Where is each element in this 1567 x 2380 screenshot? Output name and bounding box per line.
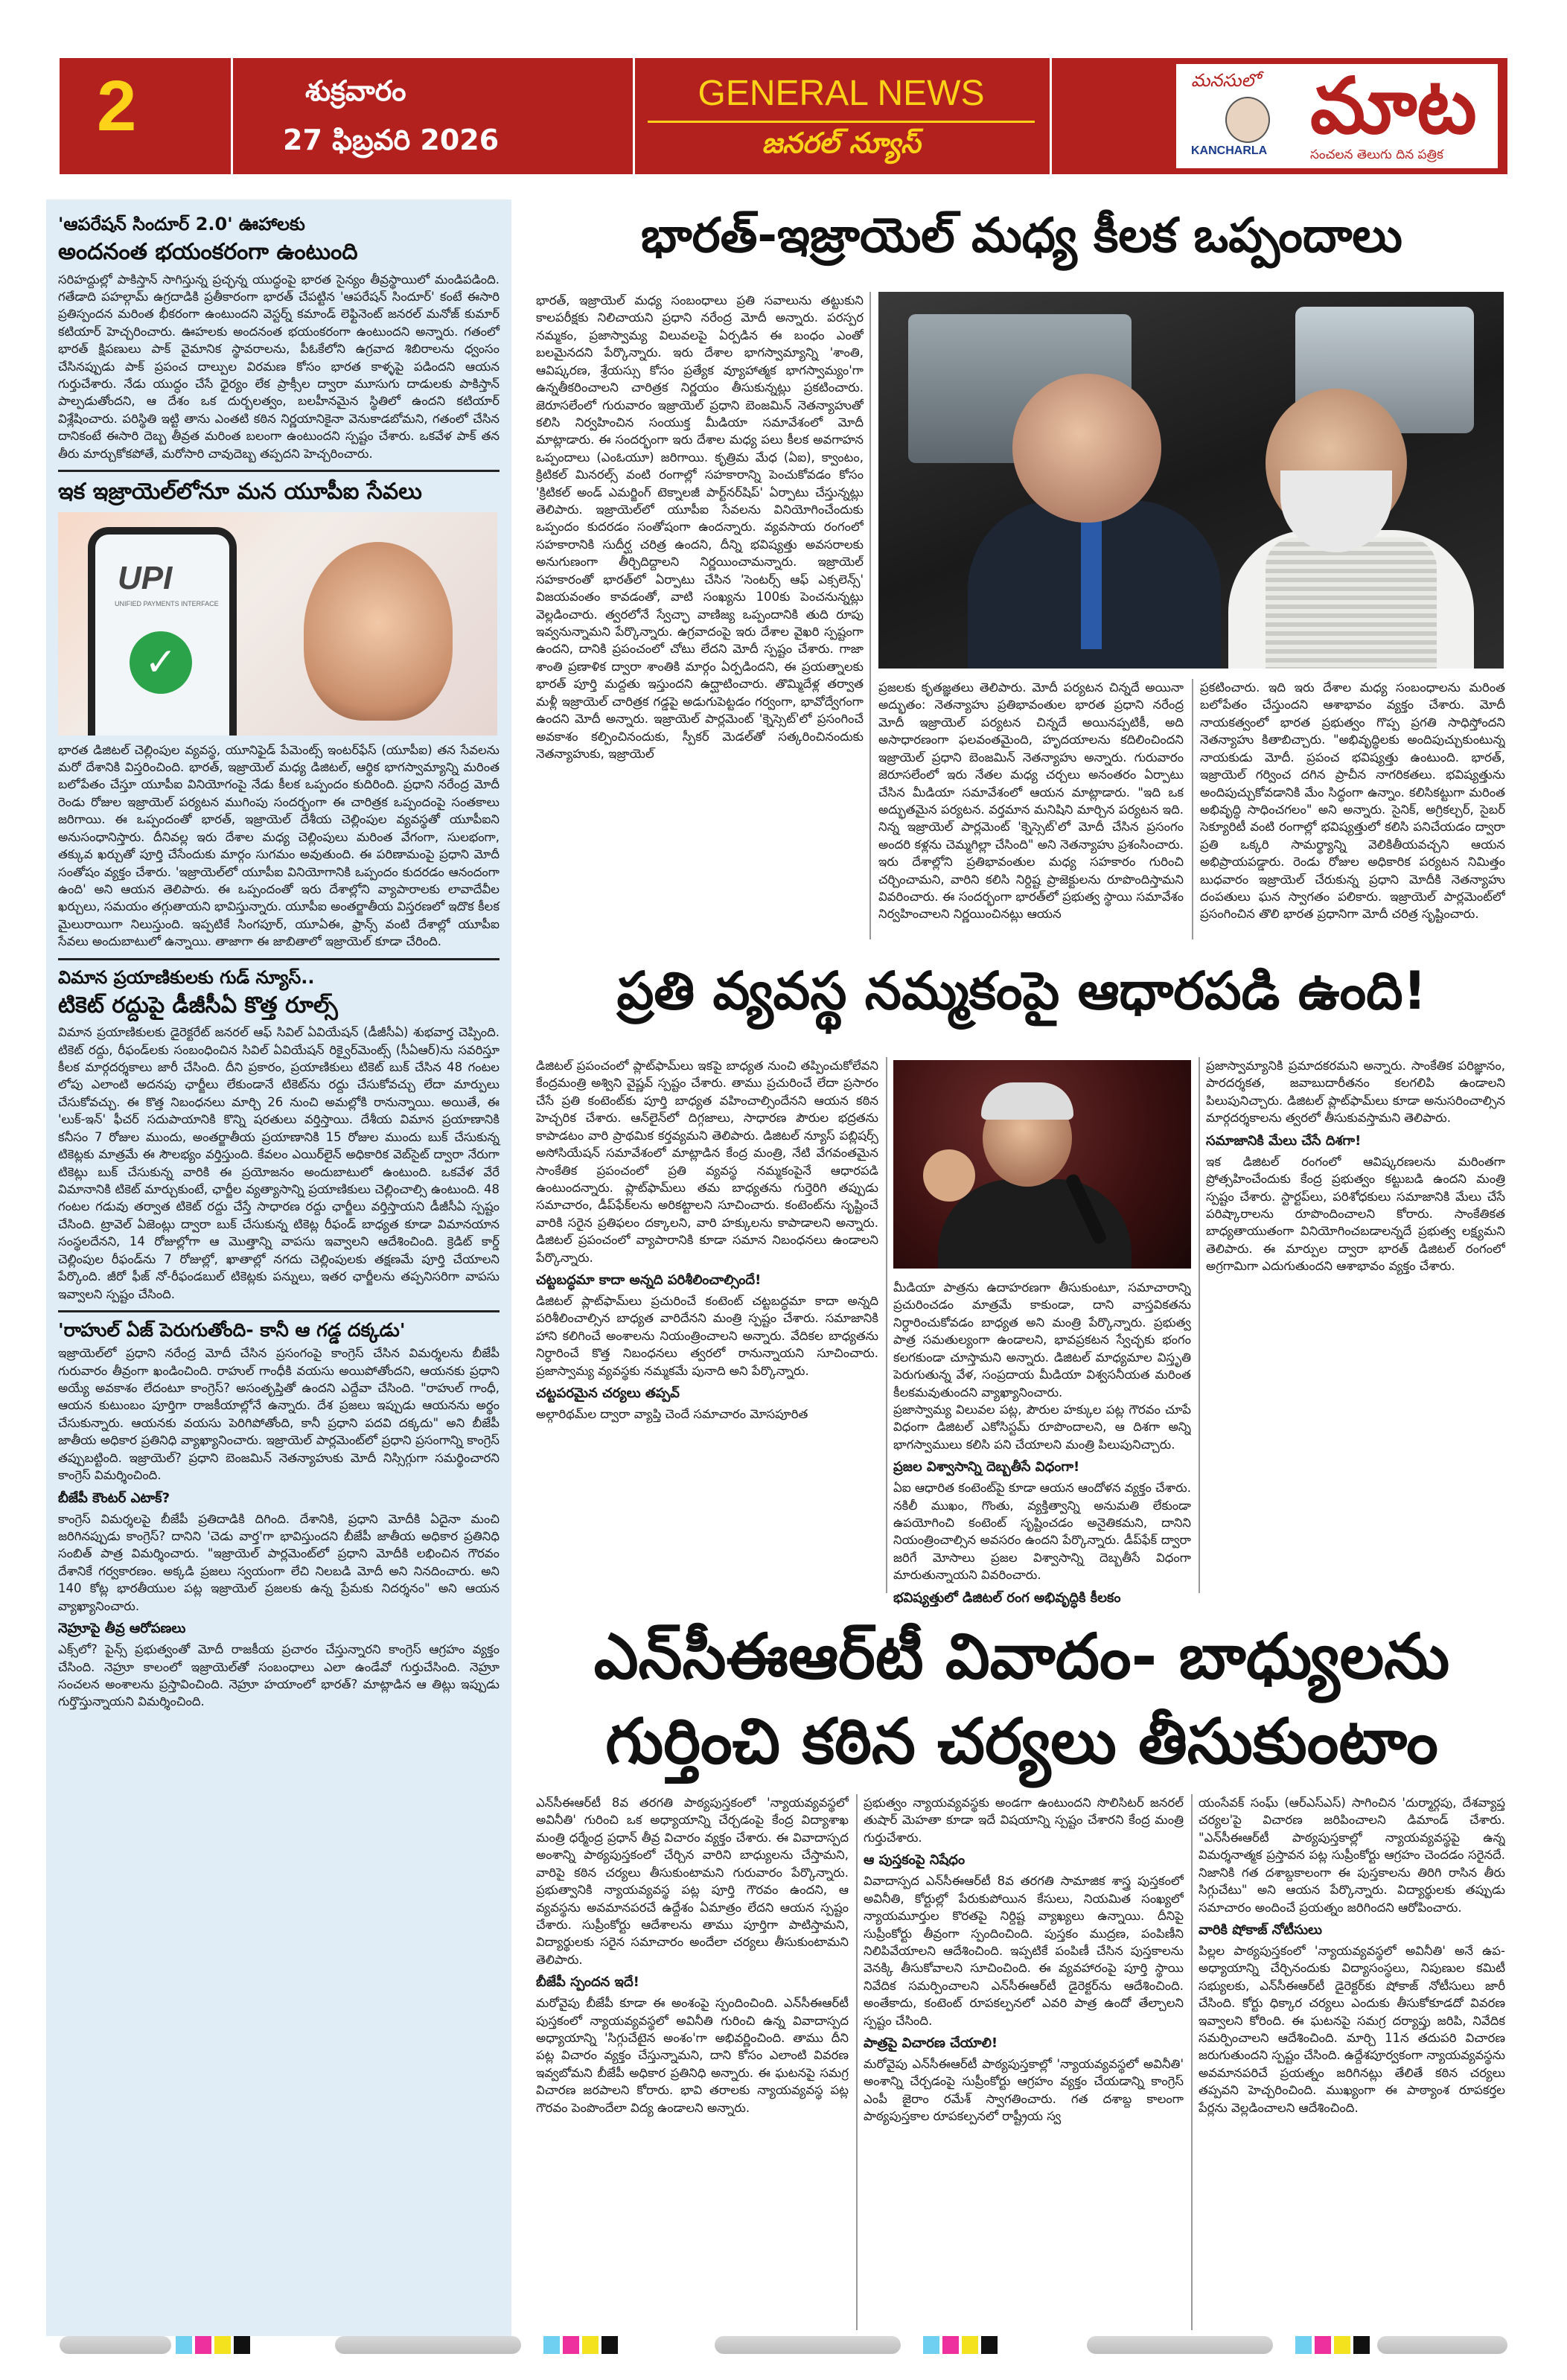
speaker-hand: [923, 1149, 975, 1202]
upi-photo: [58, 512, 497, 736]
article-subheading: పాత్రపై విచారణ చేయాలి!: [864, 2035, 998, 2052]
article-subheading: వారికి షోకాజ్ నోటీసులు: [1199, 1921, 1323, 1938]
column-rule: [1192, 679, 1193, 939]
story1-headline[interactable]: భారత్-ఇజ్రాయెల్ మధ్య కీలక ఒప్పందాలు: [641, 208, 1402, 264]
magenta-swatch: [563, 2336, 579, 2354]
article-body: డిజిటల్ ప్రపంచంలో ప్లాట్‌ఫామ్‌లు ఇకపై బాధ్యత నుంచి తప్పించుకోలేవని కేంద్రమంత్రి అశ్విని వైష్ణవ్ స్పష్టం చేశారు. తాము ప్రచురించే లేదా ప్రసారం చేసే ప్రతి కంటెంట్‌కు పూర్తి బాధ్యత వహించాల్సిందేనని ఆయన కఠిన హెచ్చరిక చేశారు. ఆన్‌లైన్‌లో దిగ్గజాలు, సాధారణ పౌరుల భద్రతను కాపాడటం వారి ప్రాథమిక కర్తవ్యమని తెలిపారు. డిజిటల్ న్యూస్ పబ్లిషర్స్ అసోసియేషన్ సమావేశంలో మాట్లాడిన కేంద్ర మంత్రి, నేటి వేగవంతమైన సాంకేతిక ప్రపంచంలో ప్రతి వ్యవస్థ నమ్మకంపైనే ఆధారపడి ఉంటుందన్నారు. ప్లాట్‌ఫామ్‌లు తమ బాధ్యతను గుర్తెరిగి తప్పుడు సమాచారం, డీప్‌ఫేక్‌లను అరికట్టాలని సూచించారు. కంటెంట్‌ను సృష్టించే వారికి సరైన ప్రతిఫలం దక్కాలని, వారి హక్కులను కాపాడాలని అన్నారు. డిజిటల్ ప్రపంచంలో వ్యాపారానికి కూడా సమాన నిబంధనలు ఉండాలని పేర్కొన్నారు.: [536, 1059, 878, 1265]
netanyahu-face: [1012, 374, 1161, 523]
article-subheading: చట్టబద్ధమా కాదా అన్నది పరిశీలించాల్సిందే!: [536, 1272, 762, 1289]
article-subheading: బీజేపీ కౌంటర్ ఎటాక్?: [58, 1490, 170, 1506]
section-title-telugu: జనరల్ న్యూస్: [762, 127, 921, 159]
page-number: 2: [97, 66, 137, 146]
founder-portrait-icon: [1225, 97, 1270, 143]
masthead-divider: [633, 58, 635, 174]
article-body: మీడియా పాత్రను ఉదాహరణగా తీసుకుంటూ, సమాచారాన్ని ప్రచురించడం మాత్రమే కాకుండా, దాని వాస్తవికతను నిర్ధారించుకోవడం బాధ్యత అని మంత్రి పేర్కొన్నారు. ప్రభుత్వ పాత్ర సమతుల్యంగా ఉండాలని, భావప్రకటన స్వేచ్ఛకు భంగం కలగకుండా చూస్తామని అన్నారు. డిజిటల్ మాధ్యమాల విస్తృతి పెరుగుతున్న వేళ, సంప్రదాయ మీడియా విశ్వసనీయత మరింత కీలకమవుతుందని వ్యాఖ్యానించారు.: [893, 1280, 1191, 1400]
logo-tagline: సంచలన తెలుగు దిన పత్రిక: [1310, 147, 1443, 162]
article-body: సరిహద్దుల్లో పాకిస్తాన్ సాగిస్తున్న ప్రచ్ఛన్న యుద్ధంపై భారత సైన్యం తీవ్రస్థాయిలో మండిపడింది. గతేడాది పహల్గామ్ ఉగ్రదాడికి ప్రతీకారంగా భారత్ చేపట్టిన 'ఆపరేషన్ సిందూర్' కంటే ఈసారి ప్రతిస్పందన మరింత భీకరంగా ఉంటుందని వెస్టర్న్ కమాండ్ లెఫ్టినెంట్ జనరల్ మనోజ్ కుమార్ కటియార్ హెచ్చరించారు. ఊహలకు అందనంత భయంకరంగా ఉంటుందని అన్నారు. గతంలో భారత్ క్షిపణులు పాక్ వైమానిక స్థావరాలను, పీఓకేలోని ఉగ్రవాద శిబిరాలను ధ్వంసం చేసినప్పుడు పాక్ ప్రపంచ దాల్పుల విరమణ కోసం భారత కాళ్ళపై పడిందని ఆయన గుర్తుచేశారు. నేడు యుద్ధం చేసే ధైర్యం లేక ప్రాక్సీల ద్వారా మూసుగు దాడులకు పాకిస్తాన్ పాల్పడుతోందని, ఆ దేశం ఒక దుర్బలత్వం, బలహీనమైన స్థితిలో ఉందని కటియార్ విశ్లేషించారు. పరిస్థితి ఇట్టి తాను ఎంతటి కఠిన నిర్ణయానికైనా వెనుకాడబోమని, గతంలో చేసిన దానికంటే ఈసారి దెబ్బ తీవ్రత మరింత బలంగా ఉంటుందని స్పష్టం చేశారు. ఒకవేళ పాక్ తన తీరు మార్చుకోకపోతే, మరోసారి చావుదెబ్బ తప్పదని హెచ్చరించారు.: [58, 272, 500, 461]
section-title-rule: [648, 121, 1035, 123]
story1-column: భారత్, ఇజ్రాయెల్ మధ్య సంబంధాలు ప్రతి సవాలును తట్టుకుని కాలపరీక్షకు నిలిచాయని ప్రధాని నరేంద్ర మోదీ అన్నారు. పరస్పర నమ్మకం, ప్రజాస్వామ్య విలువలపై ఏర్పడిన ఈ బంధం ఎంతో బలమైనదని పేర్కొన్నారు. ఇరు దేశాల భాగస్వామ్యాన్ని 'శాంతి, ఆవిష్కరణ, శ్రేయస్సు కోసం ప్రత్యేక వ్యూహాత్మక భాగస్వామ్యం'గా ఉన్నతీకరించాలని చారిత్రక నిర్ణయం తీసుకున్నట్లు ప్రకటించారు. జెరూసలేంలో గురువారం ఇజ్రాయెల్ ప్రధాని బెంజమిన్ నెతన్యాహుతో కలిసి నిర్వహించిన సంయుక్త మీడియా సమావేశంలో మోదీ మాట్లాడారు. ఈ సందర్భంగా ఇరు దేశాల మధ్య పలు కీలక అవగాహన ఒప్పందాలు (ఎంఓయూ) జరిగాయి. కృత్రిమ మేధ (ఏఐ), క్వాంటం, క్రిటికల్ మినరల్స్ వంటి రంగాల్లో సహకారాన్ని పెంచుకోవడం కోసం 'క్రిటికల్ అండ్ ఎమర్జింగ్ టెక్నాలజీ పార్ట్‌నర్‌షిప్' ఏర్పాటు చేస్తున్నట్లు తెలిపారు. ఇజ్రాయెల్‌లో యూపీఐ సేవలను వినియోగించేందుకు ఒప్పందం కుదరడం సంతోషంగా ఉందన్నారు. వ్యవసాయ రంగంలో సహకారానికి సుదీర్ఘ చరిత్ర ఉందని, దీన్ని భవిష్యత్తు అవసరాలకు అనుగుణంగా తీర్చిదిద్దాలని నిర్ణయించామన్నారు. ఇజ్రాయెల్ సహకారంతో భారత్‌లో ఏర్పాటు చేసిన 'సెంటర్స్ ఆఫ్ ఎక్సలెన్స్' విజయవంతం కావడంతో, వాటి సంఖ్యను 100కు పెంచనున్నట్లు వెల్లడించారు. త్వరలోనే స్వేచ్ఛా వాణిజ్య ఒప్పందానికి తుది రూపు ఇవ్వనున్నామని పేర్కొన్నారు. ఉగ్రవాదంపై ఇరు దేశాల వైఖరి స్పష్టంగా ఉందని, దానికి ప్రపంచంలో చోటు లేదని మోదీ స్పష్టం చేశారు. గాజా శాంతి ప్రణాళిక ద్వారా శాంతికి మార్గం ఏర్పడిందని, ఈ ప్రయత్నాలకు భారత్ పూర్తి మద్దతు ఇస్తుందని ఉద్ఘాటించారు. తొమ్మిదేళ్ల తర్వాత మళ్లీ ఇజ్రాయెల్ చారిత్రక గడ్డపై అడుగుపెట్టడం గర్వంగా, భావోద్వేగంగా ఉందని మోదీ అన్నారు. ఇజ్రాయెల్ పార్లమెంట్ 'క్నెస్సెట్'లో ప్రసంగించే అవకాశం కల్పించినందుకు, స్పీకర్ మెడల్‌తో సత్కరించినందుకు నెతన్యాహుకు, ఇజ్రాయెల్: [536, 293, 864, 761]
article-body: ఇక డిజిటల్ రంగంలో ఆవిష్కరణలను మరింతగా ప్రోత్సహించేందుకు కేంద్ర ప్రభుత్వం కట్టుబడి ఉందని మంత్రి స్పష్టం చేశారు. స్టార్టప్‌లు, పరిశోధకులు సమాజానికి మేలు చేసే పరిష్కారాలను రూపొందించాలని కోరారు. సాంకేతికత బాధ్యతాయుతంగా వినియోగించబడాలన్నదే ప్రభుత్వ లక్ష్యమని తెలిపారు. ఈ మార్పుల ద్వారా భారత్ డిజిటల్ రంగంలో అగ్రగామిగా ఎదుగుతుందని ఆశాభావం వ్యక్తం చేశారు.: [1206, 1154, 1505, 1274]
article-body: పిల్లల పాఠ్యపుస్తకంలో 'న్యాయవ్యవస్థలో అవినీతి' అనే ఉప-అధ్యాయాన్ని చేర్చినందుకు విద్యాసంస్థలు, నిపుణుల కమిటీ సభ్యులకు, ఎన్‌సీఈఆర్‌టీ డైరెక్టర్‌కు షోకాజ్ నోటీసులు జారీ చేసింది. కోర్టు ధిక్కార చర్యలు ఎందుకు తీసుకోకూడదో వివరణ ఇవ్వాలని కోరింది. ఈ ఘటనపై సమగ్ర దర్యాప్తు జరిపి, నివేదిక సమర్పించాలని ఆదేశించింది. మార్చి 11న తదుపరి విచారణ జరుగుతుందని స్పష్టం చేసింది. ఉద్దేశపూర్వకంగా న్యాయవ్యవస్థను అవమానపరిచే ప్రయత్నం జరిగినట్లు తేలితే కఠిన చర్యలు తప్పవని హెచ్చరించింది. ముఖ్యంగా ఈ పాఠ్యాంశ రూపకర్తల పేర్లను వెల్లడించాలని ఆదేశించింది.: [1199, 1943, 1505, 2115]
article-subheading: ఆ పుస్తకంపై నిషేధం: [864, 1852, 966, 1869]
article-body: భారత డిజిటల్ చెల్లింపుల వ్యవస్థ, యూనిఫైడ్ పేమెంట్స్ ఇంటర్‌ఫేస్ (యూపీఐ) తన సేవలను మరో దేశానికి విస్తరించింది. భారత్, ఇజ్రాయెల్ మధ్య డిజిటల్, ఆర్థిక భాగస్వామ్యాన్ని మరింత బలోపేతం చేస్తూ యూపీఐ వినియోగంపై నేడు కీలక ఒప్పందం కుదిరింది. ప్రధాని నరేంద్ర మోదీ రెండు రోజుల ఇజ్రాయెల్ పర్యటన ముగింపు సందర్భంగా ఈ చారిత్రక ఒప్పందంపై సంతకాలు జరిగాయి. ఈ ఒప్పందంతో భారత్, ఇజ్రాయెల్ దేశీయ చెల్లింపుల వ్యవస్థతో యూపీఐని అనుసంధానిస్తారు. దీనివల్ల ఇరు దేశాల మధ్య చెల్లింపులు మరింత వేగంగా, సులభంగా, తక్కువ ఖర్చుతో పూర్తి చేసేందుకు మార్గం సుగమం అవుతుంది. ఈ పరిణామంపై ప్రధాని మోదీ సంతోషం వ్యక్తం చేశారు. 'ఇజ్రాయెల్‌లో యూపీఐ వినియోగానికి ఒప్పందం కుదరడం ఆనందంగా ఉంది' అని ఆయన తెలిపారు. ఈ ఒప్పందంతో ఇరు దేశాల్లోని వ్యాపారాలకు లావాదేవీల ఖర్చులు, సమయం తగ్గుతాయని భావిస్తున్నారు. యూపీఐ అంతర్జాతీయ విస్తరణలో ఇదొక కీలక మైలురాయిగా నిలుస్తుంది. ఇప్పటికే సింగపూర్, యూఏఈ, ఫ్రాన్స్ వంటి దేశాల్లో యూపీఐ సేవలు అందుబాటులో ఉన్నాయి. తాజాగా ఈ జాబితాలో ఇజ్రాయెల్ కూడా చేరింది.: [58, 742, 500, 949]
article-subheading: ప్రజల విశ్వాసాన్ని దెబ్బతీసే విధంగా!: [893, 1459, 1080, 1475]
article-body: అల్గారిథమ్‌ల ద్వారా వ్యాప్తి చెందే సమాచారం మోసపూరిత: [536, 1407, 808, 1422]
story3-column: [536, 1794, 849, 2330]
left-news-column: [46, 200, 511, 2336]
article-body: ఎన్‌సీఈఆర్‌టీ 8వ తరగతి పాఠ్యపుస్తకంలో 'న్యాయవ్యవస్థలో అవినీతి' గురించి ఒక అధ్యాయాన్ని చేర్చడంపై కేంద్ర విద్యాశాఖ మంత్రి ధర్మేంద్ర ప్రధాన్ తీవ్ర విచారం వ్యక్తం చేశారు. ఈ వివాదాస్పద అంశాన్ని పాఠ్యపుస్తకంలో చేర్చిన వారిని బాధ్యులను చేస్తామని, వారిపై కఠిన చర్యలు తీసుకుంటామని గురువారం పేర్కొన్నారు. ప్రభుత్వానికి న్యాయవ్యవస్థ పట్ల పూర్తి గౌరవం ఉందని, ఆ వ్యవస్థను అవమానపరచే ఉద్దేశం ఏమాత్రం లేదని ఆయన స్పష్టం చేశారు. సుప్రీంకోర్టు ఆదేశాలను తాము పూర్తిగా పాటిస్తామని, విద్యార్థులకు సరైన సమాచారం అందేలా చర్యలు తీసుకుంటామని తెలిపారు.: [536, 1796, 849, 1967]
masthead-divider: [1050, 58, 1052, 174]
phone-icon: [88, 527, 237, 736]
story1-column: ప్రకటించారు. ఇది ఇరు దేశాల మధ్య సంబంధాలను మరింత బలోపేతం చేస్తుందని ఆశాభావం వ్యక్తం చేశారు. మోదీ నాయకత్వంలో భారత ప్రభుత్వం గొప్ప ప్రగతి సాధిస్తోందని నెతన్యాహు కితాబిచ్చారు. "అభివృద్ధిలకు అందిపుచ్చుకుంటున్న నాయకుడు మోదీ. ప్రపంచ భవిష్యత్తు ఉంటుంది. భారత్, ఇజ్రాయెల్ గర్వించ దగిన ప్రాచీన నాగరికతలు. భవిష్యత్తును అందిపుచ్చుకోవడానికి మేం సిద్ధంగా ఉన్నాం. కలిసికట్టుగా మరింత అభివృద్ధి సాధించగలం" అని అన్నారు. సైనిక్, అగ్రికల్చర్, సైబర్ సెక్యూరిటీ వంటి రంగాల్లో భవిష్యత్తులో కలిసి పనిచేయడం ద్వారా ప్రతి ఒక్కరి సామర్థ్యాన్ని వెలికితీయవచ్చని ఆయన అభిప్రాయపడ్డారు. రెండు రోజుల అధికారిక పర్యటన నిమిత్తం బుధవారం ఇజ్రాయెల్ చేరుకున్న ప్రధాని మోదీకి నెతన్యాహు దంపతులు ఘన స్వాగతం పలికారు. ఇజ్రాయెల్ పార్లమెంట్‌లో ప్రసంగించిన తొలి భారత ప్రధానిగా మోదీ చరిత్ర సృష్టించారు.: [1200, 680, 1505, 922]
column-rule: [1199, 1057, 1200, 1593]
magenta-swatch: [195, 2336, 211, 2354]
print-registration-bar: [715, 2336, 901, 2354]
story3-headline-line2[interactable]: గుర్తించి కఠిన చర్యలు తీసుకుంటాం: [605, 1705, 1438, 1778]
article-divider: [58, 958, 500, 960]
masthead-date: 27 ఫిబ్రవరి 2026: [283, 124, 500, 156]
article-body: ప్రజాస్వామ్యానికి ప్రమాదకరమని అన్నారు. సాంకేతిక పరిజ్ఞానం, పారదర్శకత, జవాబుదారీతనం కలగలిపి ఉండాలని పిలుపునిచ్చారు. డిజిటల్ ప్లాట్‌ఫామ్‌లు కూడా అనుసరించాల్సిన మార్గదర్శకాలను త్వరలో తీసుకువస్తామని తెలిపారు.: [1206, 1059, 1505, 1126]
masthead-divider: [231, 58, 233, 174]
column-rule: [856, 1794, 858, 2330]
column-rule: [886, 1057, 887, 1593]
cyan-swatch: [176, 2336, 192, 2354]
article-body: ప్రజాస్వామ్య విలువల పట్ల, పౌరుల హక్కుల పట్ల గౌరవం చూపే విధంగా డిజిటల్ ఎకోసిస్టమ్ రూపొందాలని, ఆ దిశగా అన్ని భాగస్వాములు కలిసి పని చేయాలని మంత్రి పిలుపునిచ్చారు.: [893, 1402, 1191, 1452]
story2-headline[interactable]: ప్రతి వ్యవస్థ నమ్మకంపై ఆధారపడి ఉంది!: [616, 960, 1427, 1021]
newspaper-logo[interactable]: [1176, 60, 1498, 168]
magenta-swatch: [942, 2336, 959, 2354]
upi-logo: UPI: [118, 559, 173, 596]
logo-kancharla: KANCHARLA: [1191, 144, 1268, 157]
article-body: ప్రభుత్వం న్యాయవ్యవస్థకు అండగా ఉంటుందని సొలిసిటర్ జనరల్ తుషార్ మెహతా కూడా ఇదే విషయాన్ని స్పష్టం చేశారని కేంద్ర మంత్రి గుర్తుచేశారు.: [864, 1796, 1184, 1845]
article-divider: [58, 1310, 500, 1312]
article-subheading: సమాజానికి మేలు చేసే దిశగా!: [1206, 1132, 1362, 1149]
article-body: ఏఐ ఆధారిత కంటెంట్‌పై కూడా ఆయన ఆందోళన వ్యక్తం చేశారు. నకిలీ ముఖం, గొంతు, వ్యక్తిత్వాన్ని అనుమతి లేకుండా ఉపయోగించి కంటెంట్ సృష్టించడం అనైతికమని, దానిని నియంత్రించాల్సిన అవసరం ఉందని పేర్కొన్నారు. డీప్‌ఫేక్ ద్వారా జరిగే మోసాలు ప్రజల విశ్వాసాన్ని దెబ్బతీసే విధంగా మారుతున్నాయని వివరించారు.: [893, 1481, 1191, 1583]
print-registration-bar: [1377, 2336, 1507, 2354]
woman-photo: [304, 542, 453, 721]
article-kicker: 'ఆపరేషన్ సిందూర్ 2.0' ఊహాలకు: [58, 214, 305, 235]
black-swatch: [981, 2336, 998, 2354]
yellow-swatch: [214, 2336, 231, 2354]
article-subheading: నెహ్రూపై తీవ్ర ఆరోపణలు: [58, 1621, 186, 1637]
upi-logo-subtitle: UNIFIED PAYMENTS INTERFACE: [115, 599, 219, 607]
article-body: మరోవైపు ఎన్‌సీఈఆర్‌టీ పాఠ్యపుస్తకాల్లో 'న్యాయవ్యవస్థలో అవినీతి' అంశాన్ని చేర్చడంపై సుప్రీంకోర్టు ఆగ్రహం వ్యక్తం చేయడాన్ని కాంగ్రెస్ ఎంపీ జైరాం రమేశ్ స్వాగతించారు. గత దశాబ్ద కాలంగా పాఠ్యపుస్తకాల రూపకల్పనలో రాష్ట్రీయ స్వ: [864, 2057, 1184, 2124]
article-subheading: భవిష్యత్తులో డిజిటల్ రంగ అభివృద్ధికి కీలకం: [893, 1589, 1121, 1606]
yellow-swatch: [962, 2336, 978, 2354]
yellow-swatch: [582, 2336, 599, 2354]
black-swatch: [234, 2336, 250, 2354]
article-subheading: చట్టపరమైన చర్యలు తప్పవ్: [536, 1385, 680, 1402]
print-registration-bar: [1087, 2336, 1273, 2354]
article-body: కాంగ్రెస్ విమర్శలపై బీజేపీ ప్రతిదాడికి దిగింది. దేశానికి, ప్రధాని మోదీకి ఏదైనా మంచి జరిగినప్పుడు కాంగ్రెస్? దానిని 'చెడు వార్త'గా భావిస్తుందని బీజేపీ జాతీయ అధికార ప్రతినిధి సంబిత్ పాత్ర విమర్శించారు. "ఇజ్రాయెల్ పార్లమెంట్‌లో ప్రధాని మోదీకి లభించిన గౌరవం దేశానికే గర్వకారణం. అక్కడి ప్రజలు స్వయంగా లేచి నిలబడి మోదీ అని నినదించారు. అని 140 కోట్ల భారతీయుల పట్ల ఇజ్రాయెల్ ప్రజలకు ఉన్న ప్రేమకు నిదర్శనం" అని ఆయన వ్యాఖ్యానించారు.: [58, 1511, 500, 1613]
magenta-swatch: [1315, 2336, 1331, 2354]
article-body: ఇజ్రాయెల్‌లో ప్రధాని నరేంద్ర మోదీ చేసిన ప్రసంగంపై కాంగ్రెస్ చేసిన విమర్శలను బీజేపీ గురువారం తీవ్రంగా ఖండించింది. రాహుల్ గాంధీకి వయసు అయిపోతోందని, ఆయనకు ప్రధాని అయ్యే అవకాశం లేదంటూ కాంగ్రెస్? అసంతృప్తితో ఉందని ఎద్దేవా చేసింది. "రాహుల్ గాంధీ, ఆయన కుటుంబం పూర్తిగా రాజకీయాల్లోనే ఉన్నారు. దేశ ప్రజలు ఇప్పుడు ఆయనను అర్థం చేసుకున్నారు. ఆయనకు వయసు పెరిగిపోతోంది, కానీ ప్రధాని పదవి దక్కదు" అని బీజేపీ జాతీయ అధికార ప్రతినిధి వ్యాఖ్యానించారు. ఇజ్రాయెల్ పార్లమెంట్‌లో ప్రధాని ప్రసంగాన్ని కాంగ్రెస్ తప్పుబట్టింది. ఇజ్రాయెల్? ప్రధాని బెంజమిన్ నెతన్యాహుకు మోదీ నిస్సిగ్గుగా సమర్థించారని కాంగ్రెస్ విమర్శించింది.: [58, 1346, 500, 1483]
black-swatch: [1353, 2336, 1370, 2354]
section-title-english: GENERAL NEWS: [698, 74, 985, 113]
checkmark-icon: ✓: [130, 631, 192, 694]
story3-headline-line1[interactable]: ఎన్‌సీఈఆర్‌టీ వివాదం- బాధ్యులను: [593, 1620, 1450, 1693]
story1-column: ప్రజలకు కృతజ్ఞతలు తెలిపారు. మోదీ పర్యటన చిన్నదే అయినా అద్భుతం: నెతన్యాహు ప్రతిభావంతుల భారత ప్రధాని నరేంద్ర మోదీ ఇజ్రాయెల్ పర్యటన చిన్నదే అయినప్పటికీ, అది అసాధారణంగా ఫలవంతమైంది, హృదయాలను కదిలించిందని ఇజ్రాయెల్ ప్రధాని బెంజమిన్ నెతన్యాహు అన్నారు. గురువారం జెరూసలేంలో ఇరు నేతల మధ్య చర్చలు అనంతరం ఏర్పాటు చేసిన మీడియా సమావేశంలో ఆయన మాట్లాడారు. "ఇది ఒక అద్భుతమైన పర్యటన. వర్తమాన మనిషిని మార్చిన పర్యటన ఇది. నిన్న ఇజ్రాయెల్ పార్లమెంట్ 'క్నెస్సెట్‌'లో మోదీ చేసిన ప్రసంగం అందరి కళ్లను చెమ్మగిల్లా చేసింది" అని నెతన్యాహు ప్రశంసించారు. ఇరు దేశాల్లోని ప్రతిభావంతుల మధ్య సహకారం గురించి చర్చించామని, వారిని కలిసి నిర్దిష్ట ప్రాజెక్టులను రూపొందిస్తామని వివరించారు. ఈ సందర్భంగా భారత్‌లో ప్రభుత్వ స్థాయి సమావేశం నిర్వహించాలని నిర్ణయించినట్లు ఆయన: [878, 680, 1184, 922]
black-swatch: [601, 2336, 618, 2354]
masthead-day: శుక్రవారం: [305, 74, 406, 107]
logo-small-text: మనసులో: [1191, 70, 1260, 91]
article-body: డిజిటల్ ప్లాట్‌ఫామ్‌లు ప్రచురించే కంటెంట్ చట్టబద్ధమా కాదా అన్నది పరిశీలించాల్సిన బాధ్యత వారిదేనని మంత్రి స్పష్టం చేశారు. సమాజానికి హాని కలిగించే అంశాలను నియంత్రించాలని అన్నారు. వేదికల బాధ్యతను నిర్ధారించే కొత్త నిబంధనలు త్వరలో రానున్నాయని సూచించారు. ప్రజాస్వామ్య వ్యవస్థకు నమ్మకమే పునాది అని పేర్కొన్నారు.: [536, 1294, 878, 1378]
article-body: యంసేవక్ సంఘ్ (ఆర్ఎస్ఎస్) సాగించిన 'దుర్మార్గపు, దేశవ్యాప్త చర్యల'పై విచారణ జరిపించాలని డిమాండ్ చేశారు. "ఎన్‌సీఈఆర్‌టీ పాఠ్యపుస్తకాల్లో న్యాయవ్యవస్థపై ఉన్న విమర్శనాత్మక ప్రస్తావన పట్ల సుప్రీంకోర్టు ఆగ్రహం చెందడం సరైనదే. నిజానికి గత దశాబ్దకాలంగా ఈ పుస్తకాలను తిరిగి రాసిన తీరు సిగ్గుచేటు" అని ఆయన పేర్కొన్నారు. విద్యార్థులకు తప్పుడు సమాచారం అందించే ప్రయత్నం జరిగిందని ఆరోపించారు.: [1199, 1796, 1505, 1915]
modi-vest: [1266, 537, 1437, 669]
article-divider: [58, 470, 500, 472]
cyan-swatch: [923, 2336, 939, 2354]
article-body: వివాదాస్పద ఎన్‌సీఈఆర్‌టీ 8వ తరగతి సామాజిక శాస్త్ర పుస్తకంలో అవినీతి, కోర్టుల్లో పేరుకుపోయిన కేసులు, నియమిత సంఖ్యలో న్యాయమూర్తుల కొరతపై నిర్దిష్ట వ్యాఖ్యలు ఉన్నాయి. దీనిపై సుప్రీంకోర్టు తీవ్రంగా స్పందించింది. పుస్తకం ముద్రణ, పంపిణీని నిలిపివేయాలని ఆదేశించింది. ఇప్పటికే పంపిణీ చేసిన పుస్తకాలను వెనక్కి తీసుకోవాలని సూచించింది. ఈ వ్యవహారంపై పూర్తి స్థాయి నివేదిక సమర్పించాలని ఎన్‌సీఈఆర్‌టీ డైరెక్టర్‌ను ఆదేశించింది. అంతేకాదు, కంటెంట్ రూపకల్పనలో ఎవరి పాత్ర ఉందో తేల్చాలని స్పష్టం చేసింది.: [864, 1874, 1184, 2028]
article-title[interactable]: 'రాహుల్ ఏజ్ పెరుగుతోంది- కానీ ఆ గడ్డ దక్కడు': [58, 1318, 406, 1341]
article-title[interactable]: టికెట్ రద్దుపై డీజీసీఏ కొత్త రూల్స్: [58, 992, 338, 1018]
yellow-swatch: [1334, 2336, 1350, 2354]
article-subheading: బీజేపీ స్పందన ఇదే!: [536, 1974, 639, 1991]
netanyahu-tie: [1081, 515, 1102, 649]
article-body: విమాన ప్రయాణికులకు డైరెక్టరేట్ జనరల్ ఆఫ్ సివిల్ ఏవియేషన్ (డీజీసీఏ) శుభవార్త చెప్పింది. టికెట్ రద్దు, రీఫండ్‌లకు సంబంధించిన సివిల్ ఏవియేషన్ రిక్వైర్‌మెంట్స్ (సీఏఆర్)ను సవరిస్తూ కీలక మార్గదర్శకాలు జారీ చేసింది. దీని ప్రకారం, ప్రయాణికులు టికెట్ బుక్ చేసిన 48 గంటల లోపు ఎలాంటి అదనపు ఛార్జీలు లేకుండానే టికెట్‌ను రద్దు చేసుకోవచ్చు లేదా మార్పులు చేసుకోవచ్చు. ఈ కొత్త నిబంధనలు మార్చి 26 నుంచి అమల్లోకి రానున్నాయి. అయితే, ఈ 'లుక్-ఇన్' ఫీచర్ సదుపాయానికి కొన్ని షరతులు వర్తిస్తాయి. దేశీయ విమాన ప్రయాణానికి కనీసం 7 రోజుల ముందు, అంతర్జాతీయ ప్రయాణానికి 15 రోజుల ముందు బుక్ చేసుకున్న టికెట్లకు మాత్రమే ఈ సౌలభ్యం వర్తిస్తుంది. కేవలం ఎయిర్‌లైన్ అధికారిక వెబ్‌సైట్ ద్వారా నేరుగా టికెట్లు బుక్ చేసుకున్న వారికి ఈ ప్రయోజనం అందుబాటులో ఉంటుంది. ఒకవేళ వేరే విమానానికి టికెట్ మార్చుకుంటే, ఛార్జీల వ్యత్యాసాన్ని ప్రయాణికులు చెల్లించాల్సి ఉంటుంది. 48 గంటల గడువు తర్వాత టికెట్ రద్దు చేస్తే సాధారణ రద్దు ఛార్జీలు వర్తిస్తాయని డీజీసీఏ స్పష్టం చేసింది. ట్రావెల్ ఏజెంట్లు ద్వారా బుక్ చేసుకున్న టికెట్ల రీఫండ్ బాధ్యత కూడా విమానయాన సంస్థలదేనని, 14 రోజుల్లోగా ఆ మొత్తాన్ని వాపసు ఇవ్వాలని ఆదేశించింది. క్రెడిట్ కార్డ్ చెల్లింపుల రీఫండ్‌ను 7 రోజుల్లో, ఖాతాల్లో నగదు చెల్లింపులకు తక్షణమే పూర్తి చేయాలని పేర్కొంది. జీరో ఫీజ్ నో-రీఫండబుల్ టికెట్లకు పన్నులు, ఇతర ఛార్జీలను తప్పనిసరిగా వాపసు ఇవ్వాలని స్పష్టం చేసింది.: [58, 1025, 500, 1301]
cyan-swatch: [543, 2336, 560, 2354]
cyan-swatch: [1295, 2336, 1312, 2354]
masthead: [60, 58, 1507, 174]
article-title[interactable]: ఇక ఇజ్రాయెల్‌లోనూ మన యూపీఐ సేవలు: [58, 479, 422, 505]
article-kicker: విమాన ప్రయాణికులకు గుడ్ న్యూస్..: [58, 966, 315, 988]
story3-column: [864, 1794, 1184, 2330]
print-registration-bar: [60, 2336, 171, 2354]
logo-wordmark: మాట: [1310, 60, 1477, 151]
print-registration-bar: [335, 2336, 521, 2354]
modi-netanyahu-photo: [878, 292, 1504, 669]
story3-column: [1199, 1794, 1505, 2330]
column-rule: [869, 292, 871, 939]
minister-speaking-photo: [893, 1060, 1191, 1269]
article-body: మరోవైపు బీజేపీ కూడా ఈ అంశంపై స్పందించింది. ఎన్‌సీఈఆర్‌టీ పుస్తకంలో న్యాయవ్యవస్థలో అవినీతి గురించి ఉన్న వివాదాస్పద అధ్యాయాన్ని 'సిగ్గుచేటైన అంశం'గా అభివర్ణించింది. తాము దీని పట్ల విచారం వ్యక్తం చేస్తున్నామని, దాని కోసం ఎలాంటి వివరణ ఇవ్వబోమని బీజేపీ అధికార ప్రతినిధి అన్నారు. ఈ ఘటనపై సమగ్ర విచారణ జరపాలని కోరారు. భావి తరాలకు న్యాయవ్యవస్థ పట్ల గౌరవం పెంపొందేలా విద్య ఉండాలని అన్నారు.: [536, 1996, 849, 2115]
speaker-hair: [981, 1082, 1073, 1120]
column-rule: [1191, 1794, 1193, 2330]
article-title[interactable]: అందనంత భయంకరంగా ఉంటుంది: [58, 239, 358, 265]
article-body: ఎక్స్‌లో? పైన్స్ ప్రభుత్వంతో మోదీ రాజకీయ ప్రచారం చేస్తున్నారని కాంగ్రెస్ ఆగ్రహం వ్యక్తం చేసింది. నెహ్రూ కాలంలో ఇజ్రాయెల్‌తో సంబంధాలు ఎలా ఉండేవో గుర్తుచేసింది. నెహ్రూ సంచలన అంశాలను ప్రస్తావించింది. నెహ్రూ హయాంలో భారత్? మాట్లాడిన ఆ తిట్లు ఇప్పుడు గుర్తొస్తున్నాయని విమర్శించింది.: [58, 1642, 500, 1709]
